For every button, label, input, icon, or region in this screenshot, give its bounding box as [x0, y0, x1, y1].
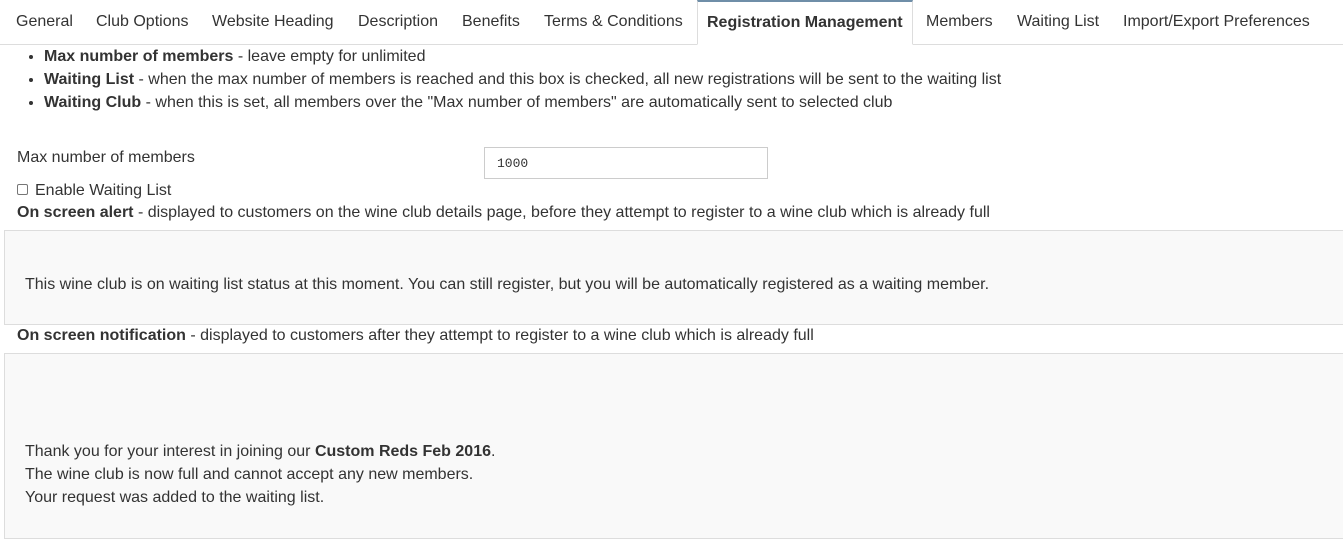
alert-editor[interactable]: [4, 230, 1343, 325]
tab-terms-conditions[interactable]: Terms & Conditions: [544, 13, 683, 30]
tab-club-options[interactable]: Club Options: [96, 13, 189, 30]
notification-heading: [17, 325, 814, 346]
notification-line-1: [25, 440, 495, 463]
alert-text: This wine club is on waiting list status at this moment. You can still register, but you will be automatically registered as a waiting member.: [25, 276, 990, 293]
notification-line-1-suffix: .: [491, 443, 496, 460]
notification-line-3: Your request was added to the waiting list.: [25, 489, 325, 506]
notification-editor[interactable]: [4, 353, 1343, 539]
help-item-waiting-club: [44, 91, 1001, 114]
help-item-waiting-list: [44, 68, 1001, 91]
notification-desc: - displayed to customers after they attempt to register to a wine club which is already full: [185, 327, 814, 344]
help-term: Max number of members: [44, 48, 234, 65]
club-name: Custom Reds Feb 2016: [314, 443, 491, 460]
help-term: Waiting List: [44, 71, 135, 88]
help-desc: - when this is set, all members over the "Max number of members" are automatically sent to selected club: [141, 94, 893, 111]
tab-import-export-preferences[interactable]: Import/Export Preferences: [1123, 13, 1310, 30]
tab-general[interactable]: General: [16, 13, 73, 30]
notification-line-2: The wine club is now full and cannot accept any new members.: [25, 466, 474, 483]
tab-website-heading[interactable]: Website Heading: [212, 13, 334, 30]
enable-waiting-list-checkbox[interactable]: [17, 184, 28, 195]
tab-benefits[interactable]: Benefits: [462, 13, 520, 30]
help-list: [0, 45, 1001, 114]
max-members-label: Max number of members: [17, 149, 195, 166]
tab-description[interactable]: Description: [358, 13, 439, 30]
tab-bar: [0, 0, 1343, 45]
alert-heading: [17, 202, 990, 223]
notification-term: On screen notification: [17, 327, 186, 344]
help-desc: - leave empty for unlimited: [233, 48, 426, 65]
alert-desc: - displayed to customers on the wine club details page, before they attempt to register to a wine club which is already full: [133, 204, 990, 221]
notification-line-1-prefix: Thank you for your interest in joining our: [25, 443, 315, 460]
alert-term: On screen alert: [17, 204, 134, 221]
tab-waiting-list[interactable]: Waiting List: [1017, 13, 1100, 30]
tab-members[interactable]: Members: [926, 13, 993, 30]
help-desc: - when the max number of members is reached and this box is checked, all new registrations will be sent to the waiting list: [134, 71, 1002, 88]
help-term: Waiting Club: [44, 94, 142, 111]
tab-registration-management[interactable]: Registration Management: [697, 0, 913, 45]
max-members-input[interactable]: [484, 147, 768, 179]
enable-waiting-list-label[interactable]: Enable Waiting List: [35, 182, 172, 199]
help-item-max-members: [44, 45, 1001, 68]
